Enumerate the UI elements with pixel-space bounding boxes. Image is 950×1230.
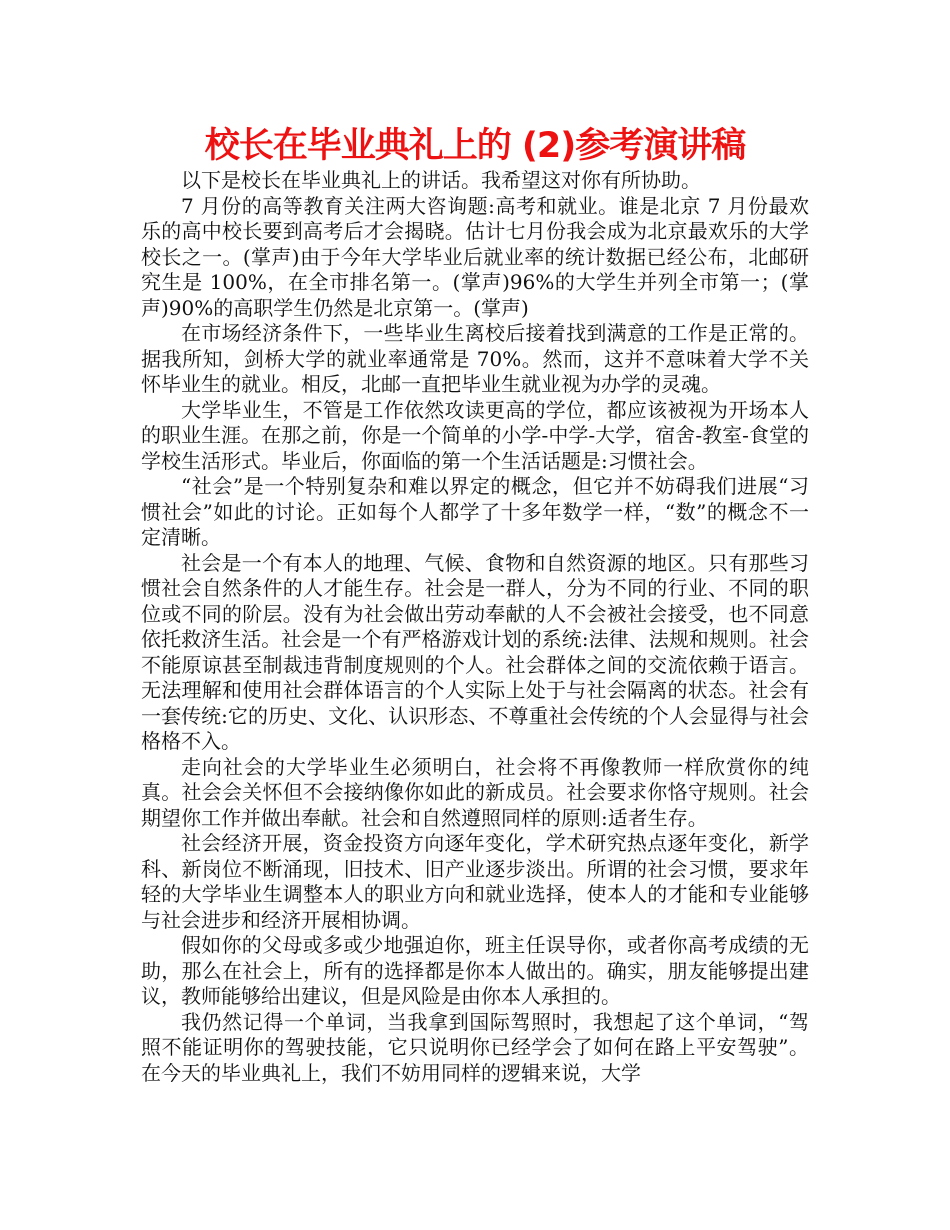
- document-title: 校长在毕业典礼上的 (2)参考演讲稿: [204, 126, 746, 166]
- paragraph: 假如你的父母或多或少地强迫你，班主任误导你，或者你高考成绩的无助，那么在社会上，所有的选择都是你本人做出的。确实，朋友能够提出建议，教师能够给出建议，但是风险是由你本人承担的。: [141, 933, 809, 1008]
- paragraph: 7 月份的高等教育关注两大咨询题:高考和就业。谁是北京 7 月份最欢乐的高中校长要到高考后才会揭晓。估计七月份我会成为北京最欢乐的大学校长之一。(掌声)由于今年大学毕业后就业率的统计数据已经公布，北邮研究生是 100%，在全市排名第一。(掌声)96%的大学生并列全市第一；(掌声)90%的高职学生仍然是北京第一。(掌声): [141, 193, 809, 320]
- paragraph: 以下是校长在毕业典礼上的讲话。我希望这对你有所协助。: [181, 168, 701, 192]
- paragraph: 我仍然记得一个单词，当我拿到国际驾照时，我想起了这个单词，“驾照不能证明你的驾驶技能，它只说明你已经学会了如何在路上平安驾驶”。在今天的毕业典礼上，我们不妨用同样的逻辑来说，大学: [141, 1009, 809, 1085]
- paragraph: 社会经济开展，资金投资方向逐年变化，学术研究热点逐年变化，新学科、新岗位不断涌现，旧技术、旧产业逐步淡出。所谓的社会习惯，要求年轻的大学毕业生调整本人的职业方向和就业选择，使本人的才能和专业能够与社会进步和经济开展相协调。: [141, 831, 809, 932]
- paragraph: 走向社会的大学毕业生必须明白，社会将不再像教师一样欣赏你的纯真。社会会关怀但不会接纳像你如此的新成员。社会要求你恪守规则。社会期望你工作并做出奉献。社会和自然遵照同样的原则:适者生存。: [141, 754, 809, 830]
- document-page: [141, 124, 809, 1086]
- paragraph: 社会是一个有本人的地理、气候、食物和自然资源的地区。只有那些习惯社会自然条件的人才能生存。社会是一群人，分为不同的行业、不同的职位或不同的阶层。没有为社会做出劳动奉献的人不会被社会接受，也不同意依托救济生活。社会是一个有严格游戏计划的系统:法律、法规和规则。社会不能原谅甚至制裁违背制度规则的个人。社会群体之间的交流依赖于语言。无法理解和使用社会群体语言的个人实际上处于与社会隔离的状态。社会有一套传统:它的历史、文化、认识形态、不尊重社会传统的个人会显得与社会格格不入。: [141, 550, 809, 753]
- paragraph: “社会”是一个特别复杂和难以界定的概念，但它并不妨碍我们进展“习惯社会”如此的讨论。正如每个人都学了十多年数学一样，“数”的概念不一定清晰。: [141, 474, 809, 549]
- document-body: [141, 168, 809, 1086]
- paragraph: 大学毕业生，不管是工作依然攻读更高的学位，都应该被视为开场本人的职业生涯。在那之前，你是一个简单的小学-中学-大学，宿舍-教室-食堂的学校生活形式。毕业后，你面临的第一个生活话题是:习惯社会。: [141, 397, 809, 473]
- paragraph: 在市场经济条件下，一些毕业生离校后接着找到满意的工作是正常的。据我所知，剑桥大学的就业率通常是 70%。然而，这并不意味着大学不关怀毕业生的就业。相反，北邮一直把毕业生就业视为办学的灵魂。: [141, 321, 809, 396]
